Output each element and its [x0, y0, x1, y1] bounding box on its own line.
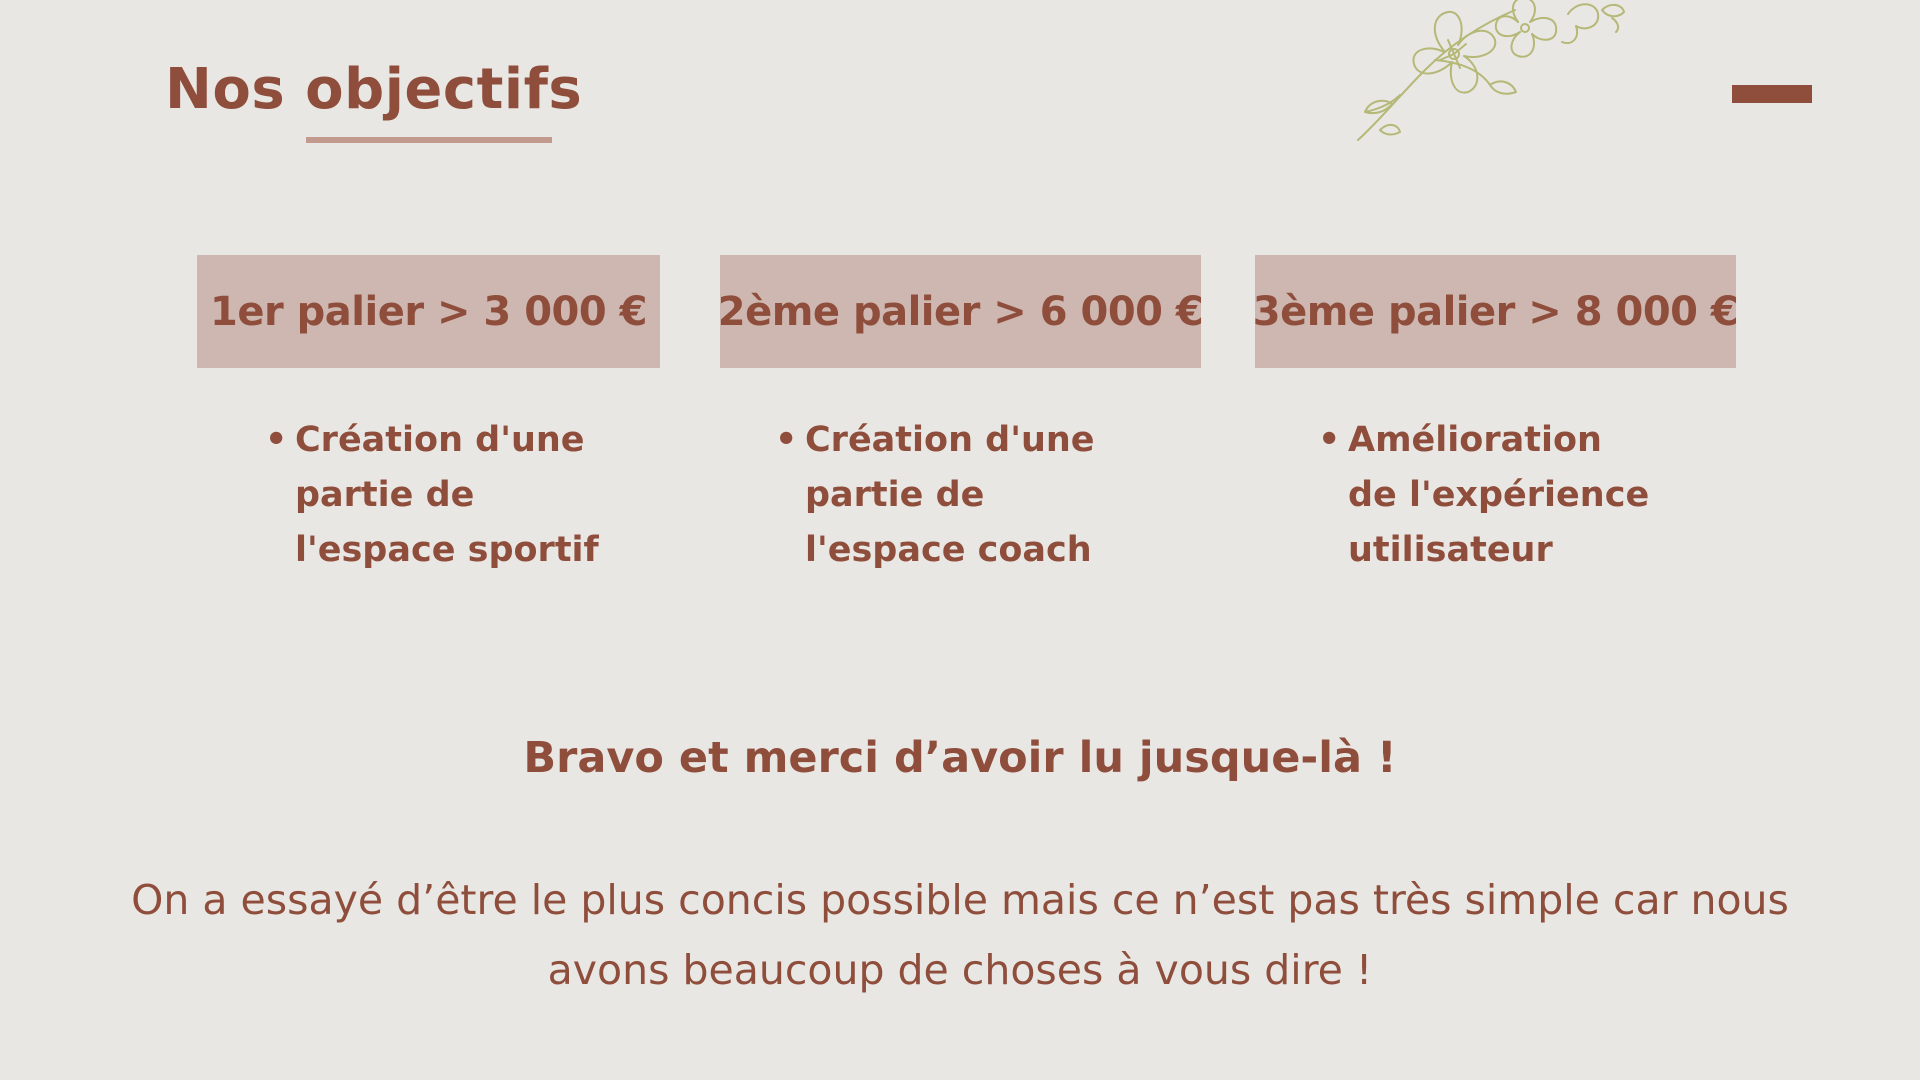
tier-3-box	[1252, 255, 1739, 368]
floral-decoration-icon	[1340, 0, 1630, 150]
tier-1-box	[197, 255, 660, 368]
corner-accent-bar	[1732, 85, 1812, 103]
tier-3-item: • Amélioration de l'expérience utilisateur	[1318, 413, 1698, 578]
tier-2-label: 2ème palier > 6 000 €	[717, 288, 1204, 335]
closing-paragraph: On a essayé d’être le plus concis possible mais ce n’est pas très simple car nous avons beaucoup de choses à vous dire !	[131, 876, 1789, 994]
tier-2-box	[717, 255, 1204, 368]
tier-2-item: • Création d'une partie de l'espace coach	[775, 413, 1135, 578]
tier-3-list	[1318, 413, 1698, 578]
tier-1-list	[265, 413, 625, 578]
tier-1-label: 1er palier > 3 000 €	[210, 288, 647, 335]
tier-2-list	[775, 413, 1135, 578]
tier-1-item: • Création d'une partie de l'espace sportif	[265, 413, 625, 578]
slide-title: Nos objectifs	[165, 57, 583, 122]
title-underline	[306, 137, 552, 143]
thanks-heading: Bravo et merci d’avoir lu jusque-là !	[523, 733, 1397, 783]
tier-3-label: 3ème palier > 8 000 €	[1252, 288, 1739, 335]
